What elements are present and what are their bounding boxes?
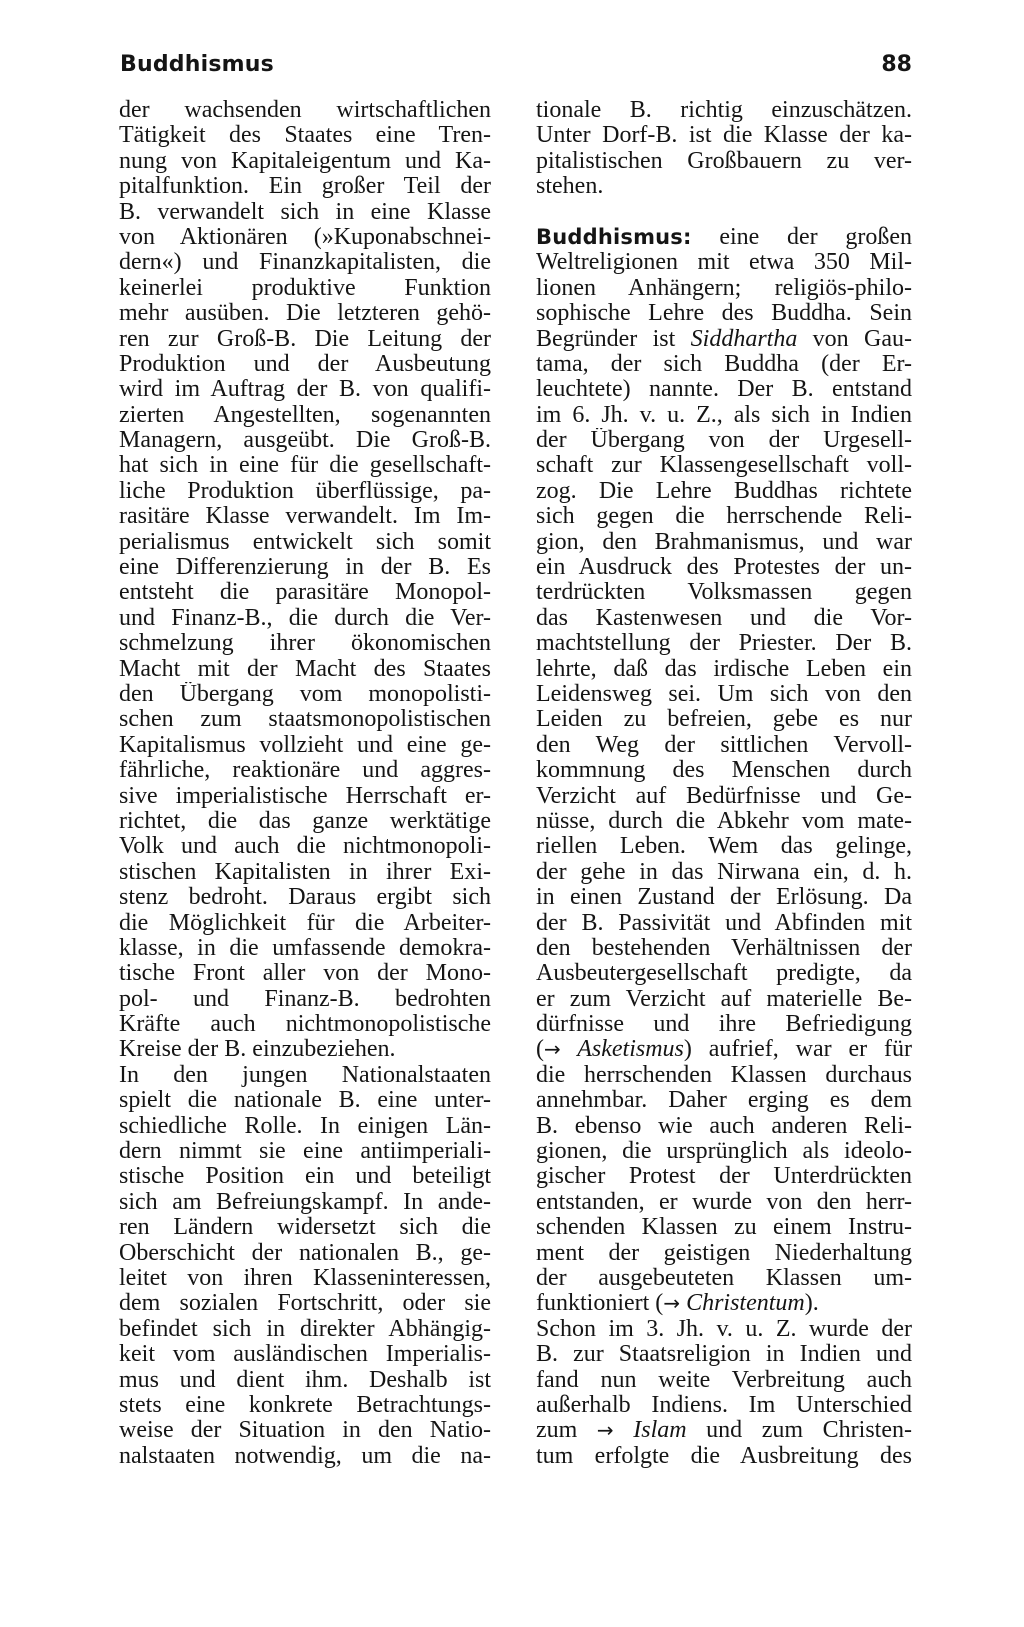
cross-reference-islam (536, 1418, 912, 1443)
ref-term-asketismus[interactable]: Asketismus (560, 1037, 684, 1063)
text-line: fährliche, reaktionäre und aggres- (119, 758, 491, 784)
text-line: die Möglichkeit für die Arbeiter- (119, 910, 491, 936)
text-line: Kräfte auch nichtmonopolistische (119, 1012, 491, 1038)
text-line: liche Produktion überflüssige, pa- (119, 478, 491, 504)
text-line: der Übergang von der Urgesell- (536, 428, 912, 454)
text-line: ein Ausdruck des Protestes der un- (536, 555, 912, 581)
text-line: ren zur Groß-B. Die Leitung der (119, 326, 491, 352)
text-line: lehrte, daß das irdische Leben ein (536, 656, 912, 682)
text-line: Weltreligionen mit etwa 350 Mil- (536, 250, 912, 276)
text-line: schen zum staatsmonopolistischen (119, 707, 491, 733)
text-line: leitet von ihren Klasseninteressen, (119, 1265, 491, 1291)
ref-term-islam[interactable]: Islam (613, 1418, 687, 1444)
text-line: den Übergang vom monopolisti- (119, 681, 491, 707)
text-line: nüsse, durch die Abkehr vom mate- (536, 808, 912, 834)
text-line: zierten Angestellten, sogenannten (119, 402, 491, 428)
entry-lines-c (536, 1063, 912, 1292)
text-line: dem sozialen Fortschritt, oder sie (119, 1291, 491, 1317)
text-line: Macht mit der Macht des Staates (119, 656, 491, 682)
entry-lemma: Buddhismus: (536, 224, 692, 249)
entry-lines-d (536, 1317, 912, 1419)
text-line: stenz bedroht. Daraus ergibt sich (119, 885, 491, 911)
entry-first-line-text: eine der großen (691, 224, 912, 250)
text-line: dürfnisse und ihre Befriedigung (536, 1012, 912, 1038)
text-line: im 6. Jh. v. u. Z., als sich in Indien (536, 402, 912, 428)
founder-prefix: Begründer ist (536, 326, 691, 352)
text-line: riellen Leben. Wem das gelinge, (536, 834, 912, 860)
founder-suffix: von Gau- (797, 326, 912, 352)
ref-suffix-text: ). (804, 1291, 819, 1317)
text-line: entsteht die parasitäre Monopol- (119, 580, 491, 606)
text-line: sich am Befreiungskampf. In ande- (119, 1189, 491, 1215)
text-line: Unter Dorf-B. ist die Klasse der ka- (536, 123, 912, 149)
entry-first-line (536, 225, 912, 250)
arrow-right-icon: → (544, 1037, 561, 1062)
text-line: der B. Passivität und Abfinden mit (536, 910, 912, 936)
text-line: ren Ländern widersetzt sich die (119, 1215, 491, 1241)
text-line: tionale B. richtig einzuschätzen. (536, 98, 912, 123)
text-line: schiedliche Rolle. In einigen Län- (119, 1113, 491, 1139)
text-line: B. ebenso wie auch anderen Reli- (536, 1113, 912, 1139)
ref-term-christentum[interactable]: Christentum (680, 1291, 805, 1317)
right-column-intro (536, 98, 912, 200)
entry-founder-line (536, 327, 912, 352)
text-line: mehr ausüben. Die letzteren gehö- (119, 301, 491, 327)
text-line: den bestehenden Verhältnissen der (536, 935, 912, 961)
text-line: keit vom ausländischen Imperialis- (119, 1342, 491, 1368)
text-line: der ausgebeuteten Klassen um- (536, 1265, 912, 1291)
text-line: richtet, die das ganze werktätige (119, 808, 491, 834)
text-line: Leiden zu befreien, gebe es nur (536, 707, 912, 733)
text-line: schmelzung ihrer ökonomischen (119, 631, 491, 657)
text-line: er zum Verzicht auf materielle Be- (536, 986, 912, 1012)
text-line: zog. Die Lehre Buddhas richtete (536, 478, 912, 504)
text-line: stehen. (536, 174, 604, 200)
text-line: rasitäre Klasse verwandelt. Im Im- (119, 504, 491, 530)
text-line: gionen, die ursprünglich als ideolo- (536, 1139, 912, 1165)
text-line: von Aktionären (»Kuponabschnei- (119, 224, 491, 250)
cross-reference-christentum (536, 1291, 912, 1316)
text-line: klasse, in die umfassende demokra- (119, 935, 491, 961)
text-line: dern«) und Finanzkapitalisten, die (119, 250, 491, 276)
text-line: dern nimmt sie eine antiimperiali- (119, 1139, 491, 1165)
text-line: machtstellung der Priester. Der B. (536, 631, 912, 657)
text-line: kommnung des Menschen durch (536, 758, 912, 784)
text-line: und Finanz-B., die durch die Ver- (119, 605, 491, 631)
arrow-right-icon: → (663, 1291, 681, 1316)
text-line: befindet sich in direkter Abhängig- (119, 1316, 491, 1342)
text-line: schaft zur Klassengesellschaft voll- (536, 453, 912, 479)
text-line: ment der geistigen Niederhaltung (536, 1240, 912, 1266)
text-line: nung von Kapitaleigentum und Ka- (119, 148, 491, 174)
text-line: stischen Kapitalisten in ihrer Exi- (119, 859, 491, 885)
text-line: das Kastenwesen und die Vor- (536, 605, 912, 631)
text-line: leuchtete) nannte. Der B. entstand (536, 377, 912, 403)
text-line: hat sich in eine für die gesellschaft- (119, 453, 491, 479)
ref-open-paren: ( (536, 1037, 544, 1063)
text-line: Produktion und der Ausbeutung (119, 351, 491, 377)
text-line: Ausbeutergesellschaft predigte, da (536, 961, 912, 987)
entry-last-line: tum erfolgte die Ausbreitung des (536, 1443, 912, 1469)
page-number: 88 (881, 52, 912, 77)
cross-reference-asketismus (536, 1037, 912, 1062)
text-line: Oberschicht der nationalen B., ge- (119, 1240, 491, 1266)
text-line: stische Position ein und beteiligt (119, 1164, 491, 1190)
text-line: entstanden, er wurde von den herr- (536, 1189, 912, 1215)
text-line: fand nun weite Verbreitung auch (536, 1367, 912, 1393)
page-header (120, 48, 912, 88)
ref-close-text: ) aufrief, war er für (683, 1037, 912, 1063)
ref-suffix-text: und zum Christen- (686, 1418, 912, 1444)
text-line: tische Front aller von der Mono- (119, 961, 491, 987)
text-line: B. zur Staatsreligion in Indien und (536, 1342, 912, 1368)
text-line: Leidensweg sei. Um sich von den (536, 681, 912, 707)
text-line: sive imperialistische Herrschaft er- (119, 783, 491, 809)
ref-prefix-text: zum (536, 1418, 597, 1444)
entry-lines-b (536, 352, 912, 1038)
text-line: stets eine konkrete Betrachtungs- (119, 1392, 491, 1418)
text-line: gion, den Brahmanismus, und war (536, 529, 912, 555)
text-line: pol- und Finanz-B. bedrohten (119, 986, 491, 1012)
text-line: In den jungen Nationalstaaten (119, 1062, 491, 1088)
text-line: gischer Protest der Unterdrückten (536, 1164, 912, 1190)
text-line: tama, der sich Buddha (der Er- (536, 351, 912, 377)
founder-name: Siddhartha (690, 326, 798, 352)
text-line: außerhalb Indiens. Im Unterschied (536, 1392, 912, 1418)
text-line: Schon im 3. Jh. v. u. Z. wurde der (536, 1316, 912, 1342)
left-column (119, 98, 491, 1469)
text-line: wird im Auftrag der B. von qualifi- (119, 377, 491, 403)
text-line: perialismus entwickelt sich somit (119, 529, 491, 555)
text-line: der wachsenden wirtschaftlichen (119, 98, 491, 123)
paragraph-gap (536, 200, 912, 225)
text-line: B. verwandelt sich in eine Klasse (119, 199, 491, 225)
text-line: den Weg der sittlichen Vervoll- (536, 732, 912, 758)
text-line: der gehe in das Nirwana ein, d. h. (536, 859, 912, 885)
arrow-right-icon: → (596, 1418, 614, 1443)
text-line: Verzicht auf Bedürfnisse und Ge- (536, 783, 912, 809)
text-line: terdrückten Volksmassen gegen (536, 580, 912, 606)
text-line: Kapitalismus vollzieht und eine ge- (119, 732, 491, 758)
text-line: sophische Lehre des Buddha. Sein (536, 301, 912, 327)
text-line: Volk und auch die nichtmonopoli- (119, 834, 491, 860)
text-line: Managern, ausgeübt. Die Groß-B. (119, 428, 491, 454)
text-line: eine Differenzierung in der B. Es (119, 555, 491, 581)
text-line: lionen Anhängern; religiös-philo- (536, 275, 912, 301)
running-head: Buddhismus (120, 52, 274, 77)
text-line: in einen Zustand der Erlösung. Da (536, 885, 912, 911)
text-line: mus und dient ihm. Deshalb ist (119, 1367, 491, 1393)
text-line: nalstaaten notwendig, um die na- (119, 1443, 491, 1469)
text-line: die herrschenden Klassen durchaus (536, 1062, 912, 1088)
text-line: sich gegen die herrschende Reli- (536, 504, 912, 530)
text-line: weise der Situation in den Natio- (119, 1418, 491, 1444)
entry-lines-a (536, 250, 912, 326)
text-line: annehmbar. Daher erging es dem (536, 1088, 912, 1114)
text-line: Kreise der B. einzubeziehen. (119, 1037, 396, 1063)
ref-prefix-text: funktioniert ( (536, 1291, 664, 1317)
text-line: keinerlei produktive Funktion (119, 275, 491, 301)
text-line: Tätigkeit des Staates eine Tren- (119, 123, 491, 149)
text-line: pitalistischen Großbauern zu ver- (536, 148, 912, 174)
text-line: spielt die nationale B. eine unter- (119, 1088, 491, 1114)
text-line: schenden Klassen zu einem Instru- (536, 1215, 912, 1241)
text-line: pitalfunktion. Ein großer Teil der (119, 174, 491, 200)
right-column (536, 98, 912, 1469)
